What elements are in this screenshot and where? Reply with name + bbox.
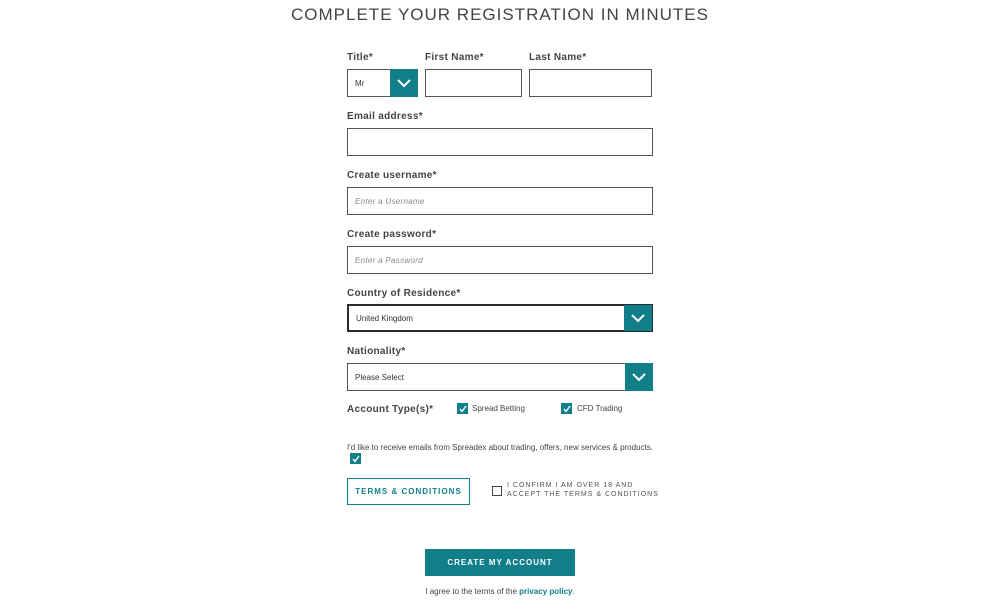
country-dropdown-button[interactable] [624,305,652,331]
cfd-trading-checkbox[interactable] [561,403,572,414]
confirm-age-checkbox[interactable] [492,486,502,496]
marketing-text [347,442,657,464]
spread-betting-checkbox[interactable] [457,403,468,414]
cfd-trading-label: CFD Trading [577,404,623,413]
last-name-field[interactable] [530,70,651,96]
nationality-label: Nationality* [347,346,406,357]
last-name-label: Last Name* [529,52,587,63]
title-select[interactable] [347,69,418,97]
country-select[interactable] [347,304,653,332]
title-select-value: Mr [355,78,365,88]
chevron-down-icon [632,373,646,382]
privacy-policy-link[interactable]: privacy policy [519,587,573,596]
check-icon [563,405,571,413]
chevron-down-icon [397,79,411,88]
nationality-dropdown-button[interactable] [625,363,653,391]
confirm-age-text: I CONFIRM I AM OVER 18 AND ACCEPT THE TERMS & CONDITIONS [507,482,659,498]
last-name-input[interactable] [529,69,652,97]
marketing-checkbox[interactable] [350,453,361,464]
account-types-label: Account Type(s)* [347,404,434,415]
username-input[interactable] [347,187,653,215]
footer-text-content: I agree to the terms of the [425,587,517,596]
nationality-select-value: Please Select [355,372,404,382]
chevron-down-icon [631,314,645,323]
country-select-value: United Kingdom [356,313,413,323]
username-label: Create username* [347,170,437,181]
marketing-text-content: I'd like to receive emails from Spreadex about trading, offers, new services & products. [347,443,653,452]
password-label: Create password* [347,229,437,240]
terms-button[interactable]: TERMS & CONDITIONS [347,478,470,505]
password-field[interactable] [348,247,652,273]
create-account-button[interactable]: CREATE MY ACCOUNT [425,549,575,576]
country-label: Country of Residence* [347,288,461,299]
footer-text: I agree to the terms of the privacy policy. [425,587,575,596]
username-field[interactable] [348,188,652,214]
first-name-input[interactable] [425,69,522,97]
email-input[interactable] [347,128,653,156]
check-icon [459,405,467,413]
password-input[interactable] [347,246,653,274]
first-name-field[interactable] [426,70,521,96]
title-dropdown-button[interactable] [390,69,418,97]
email-field[interactable] [348,129,652,155]
nationality-select[interactable] [347,363,653,391]
email-label: Email address* [347,111,423,122]
first-name-label: First Name* [425,52,484,63]
title-label: Title* [347,52,374,63]
page-title: COMPLETE YOUR REGISTRATION IN MINUTES [291,5,709,24]
spread-betting-label: Spread Betting [472,404,525,413]
check-icon [352,455,360,463]
